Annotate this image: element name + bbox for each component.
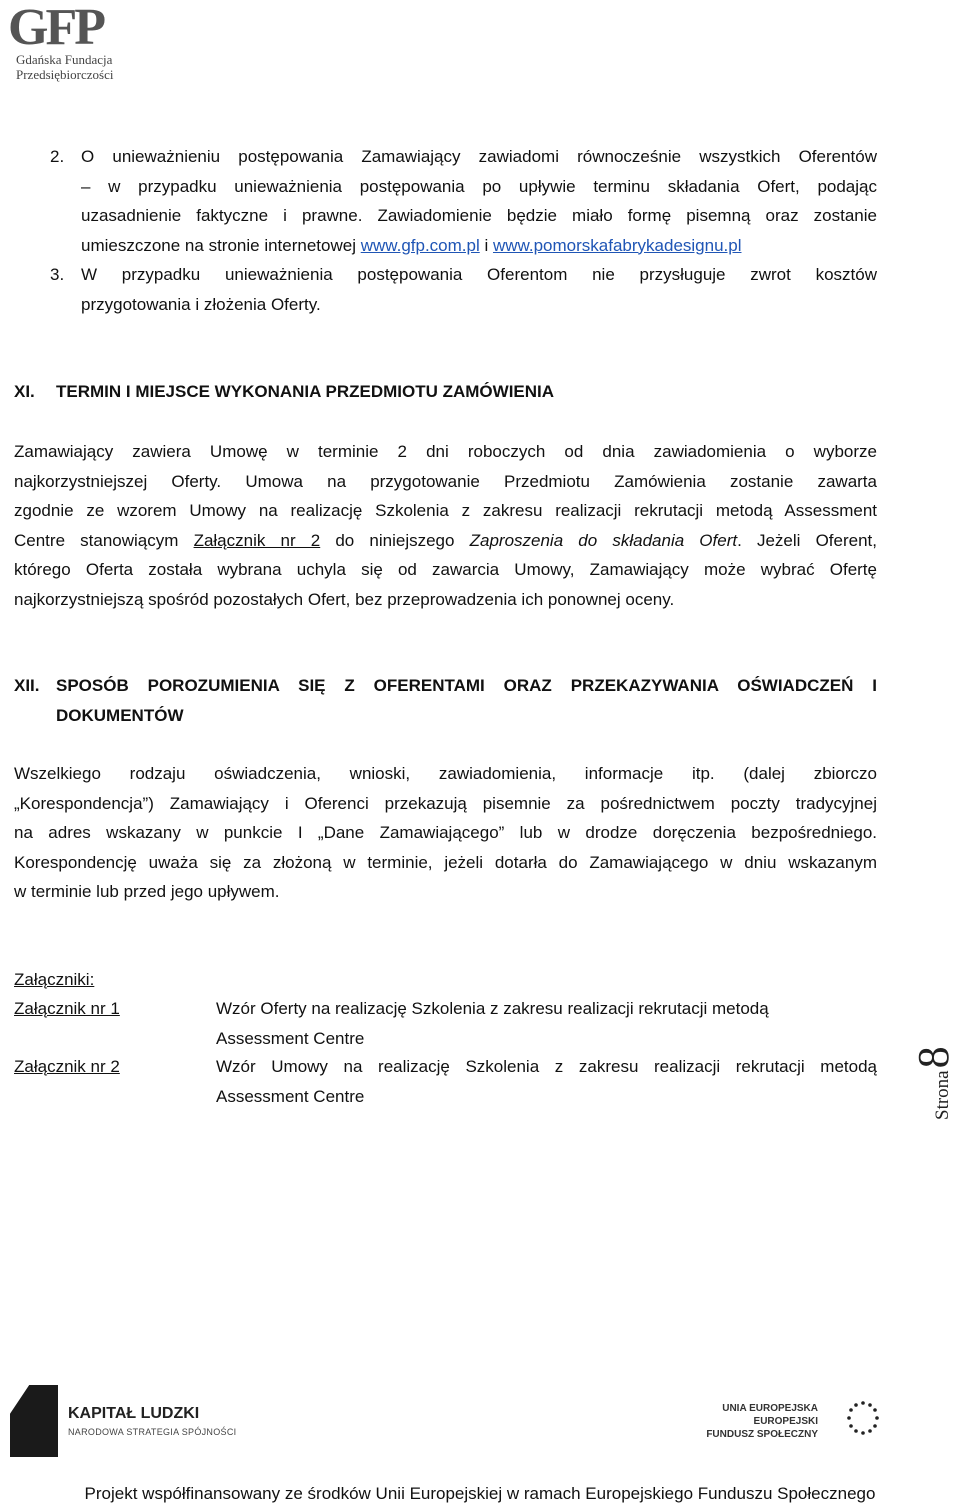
section-xi-line-3: zgodnie ze wzorem Umowy na realizację Szkolenia z zakresu realizacji rekrutacji metodą Assessment — [14, 501, 877, 520]
item-3-text — [81, 260, 877, 319]
footer-text: Projekt współfinansowany ze środków Unii Europejskiej w ramach Europejskiego Funduszu Społecznego — [84, 1484, 876, 1503]
item-3-number: 3. — [50, 265, 65, 284]
attachment-2-label: Załącznik nr 2 — [14, 1057, 120, 1076]
item-3-line-1: W przypadku unieważnienia postępowania Oferentom nie przysługuje zwrot kosztów — [81, 265, 877, 284]
kapital-ludzki-logo — [10, 1385, 250, 1465]
item-2-line-3: uzasadnienie faktyczne i prawne. Zawiadomienie będzie miało formę pisemną oraz zostanie — [81, 206, 877, 225]
page-number-label: Strona — [932, 1070, 953, 1120]
section-xii-title-line-2: DOKUMENTÓW — [56, 705, 184, 725]
item-2-text-cont — [81, 201, 877, 260]
eu-logo-line-3: FUNDUSZ SPOŁECZNY — [706, 1429, 818, 1440]
attachment-2-desc — [216, 1052, 877, 1111]
item-3-line-2: przygotowania i złożenia Oferty. — [81, 294, 321, 314]
item-2-line-4-pre: umieszczone na stronie internetowej — [81, 235, 361, 255]
eu-logo-text — [706, 1402, 818, 1441]
attachment-1-line-2: Assessment Centre — [216, 1028, 365, 1048]
section-xii-line-3: na adres wskazany w punkcie I „Dane Zamawiającego” lub w drodze doręczenia bezpośredniego. — [14, 823, 877, 842]
section-xii-line-5: w terminie lub przed jego upływem. — [14, 882, 280, 901]
section-xi-number: XI. — [14, 382, 35, 401]
section-xi-line-4 — [14, 526, 877, 556]
item-2-line-2: – w przypadku unieważnienia postępowania po upływie terminu składania Ofert, podając — [81, 176, 877, 196]
section-xii-line-2: „Korespondencja”) Zamawiający i Oferenci przekazują pisemnie za pośrednictwem poczty tradycyjnej — [14, 793, 877, 813]
section-xii-title — [56, 671, 877, 730]
section-xii-line-4: Korespondencję uważa się za złożoną w terminie, jeżeli dotarła do Zamawiającego w dniu wskazanym — [14, 852, 877, 872]
gfp-logo-line2: Przedsiębiorczości — [16, 67, 114, 82]
section-xi-line-5: którego Oferta została wybrana uchyla się od zawarcia Umowy, Zamawiający może wybrać Ofertę — [14, 560, 877, 579]
eu-logo-line-2: EUROPEJSKI — [753, 1416, 818, 1427]
section-xii-title-line-1: SPOSÓB POROZUMIENIA SIĘ Z OFERENTAMI ORAZ PRZEKAZYWANIA OŚWIADCZEŃ I — [56, 676, 877, 695]
attachment-1-desc — [216, 994, 877, 1053]
eu-logo-line-1: UNIA EUROPEJSKA — [722, 1403, 818, 1414]
section-xi-line-4-post: . Jeżeli Oferent, — [737, 530, 877, 550]
section-xi-line-4-pre: Centre stanowiącym — [14, 530, 194, 550]
section-xii-body — [14, 759, 877, 907]
section-xii-line-1: Wszelkiego rodzaju oświadczenia, wnioski, zawiadomienia, informacje itp. (dalej zbiorczo — [14, 764, 877, 783]
section-xi-line-4-mid: do niniejszego — [320, 530, 470, 550]
pfd-website-link[interactable]: www.pomorskafabrykadesignu.pl — [492, 235, 742, 255]
attachments-heading: Załączniki: — [14, 970, 95, 989]
gfp-website-link[interactable]: www.gfp.com.pl — [360, 235, 480, 255]
attachment-1-label: Załącznik nr 1 — [14, 999, 120, 1018]
item-2-line-4 — [81, 231, 877, 261]
section-xi-title: TERMIN I MIEJSCE WYKONANIA PRZEDMIOTU ZAMÓWIENIA — [56, 382, 555, 401]
gfp-logo-mark: GFP — [8, 0, 103, 56]
section-xi-line-2: najkorzystniejszej Oferty. Umowa na przygotowanie Przedmiotu Zamówienia zostanie zawarta — [14, 471, 877, 491]
page-number-value: 8 — [909, 1046, 958, 1069]
item-2-line-4-mid: i — [479, 235, 493, 255]
eu-logo — [708, 1398, 948, 1448]
section-xi-body — [14, 437, 877, 614]
section-xi-line-6: najkorzystniejszą spośród pozostałych Ofert, bez przeprowadzenia ich ponownej oceny. — [14, 589, 675, 609]
item-2-line-1: O unieważnieniu postępowania Zamawiający zawiadomi równocześnie wszystkich Oferentów — [81, 147, 877, 166]
page-number — [900, 1040, 960, 1130]
attachment-1-line-1: Wzór Oferty na realizację Szkolenia z zakresu realizacji rekrutacji metodą — [216, 999, 769, 1018]
eu-stars-icon — [838, 1398, 888, 1438]
gfp-logo-line1: Gdańska Fundacja — [16, 52, 113, 67]
item-2-text — [81, 142, 877, 201]
item-2-number: 2. — [50, 147, 65, 166]
kapital-ludzki-mark-icon — [10, 1385, 58, 1457]
attachment-2-line-2: Assessment Centre — [216, 1086, 365, 1106]
attachment-2-reference: Załącznik nr 2 — [193, 530, 321, 550]
gfp-logo — [8, 0, 128, 96]
kapital-ludzki-subtitle: NARODOWA STRATEGIA SPÓJNOŚCI — [68, 1427, 237, 1437]
section-xii-number: XII. — [14, 676, 40, 695]
attachment-2-line-1: Wzór Umowy na realizację Szkolenia z zakresu realizacji rekrutacji metodą — [216, 1057, 877, 1076]
section-xi-line-1: Zamawiający zawiera Umowę w terminie 2 dni roboczych od dnia zawiadomienia o wyborze — [14, 442, 877, 461]
section-xi-line-4-italic: Zaproszenia do składania Ofert — [469, 530, 738, 550]
kapital-ludzki-title: KAPITAŁ LUDZKI — [68, 1405, 200, 1422]
